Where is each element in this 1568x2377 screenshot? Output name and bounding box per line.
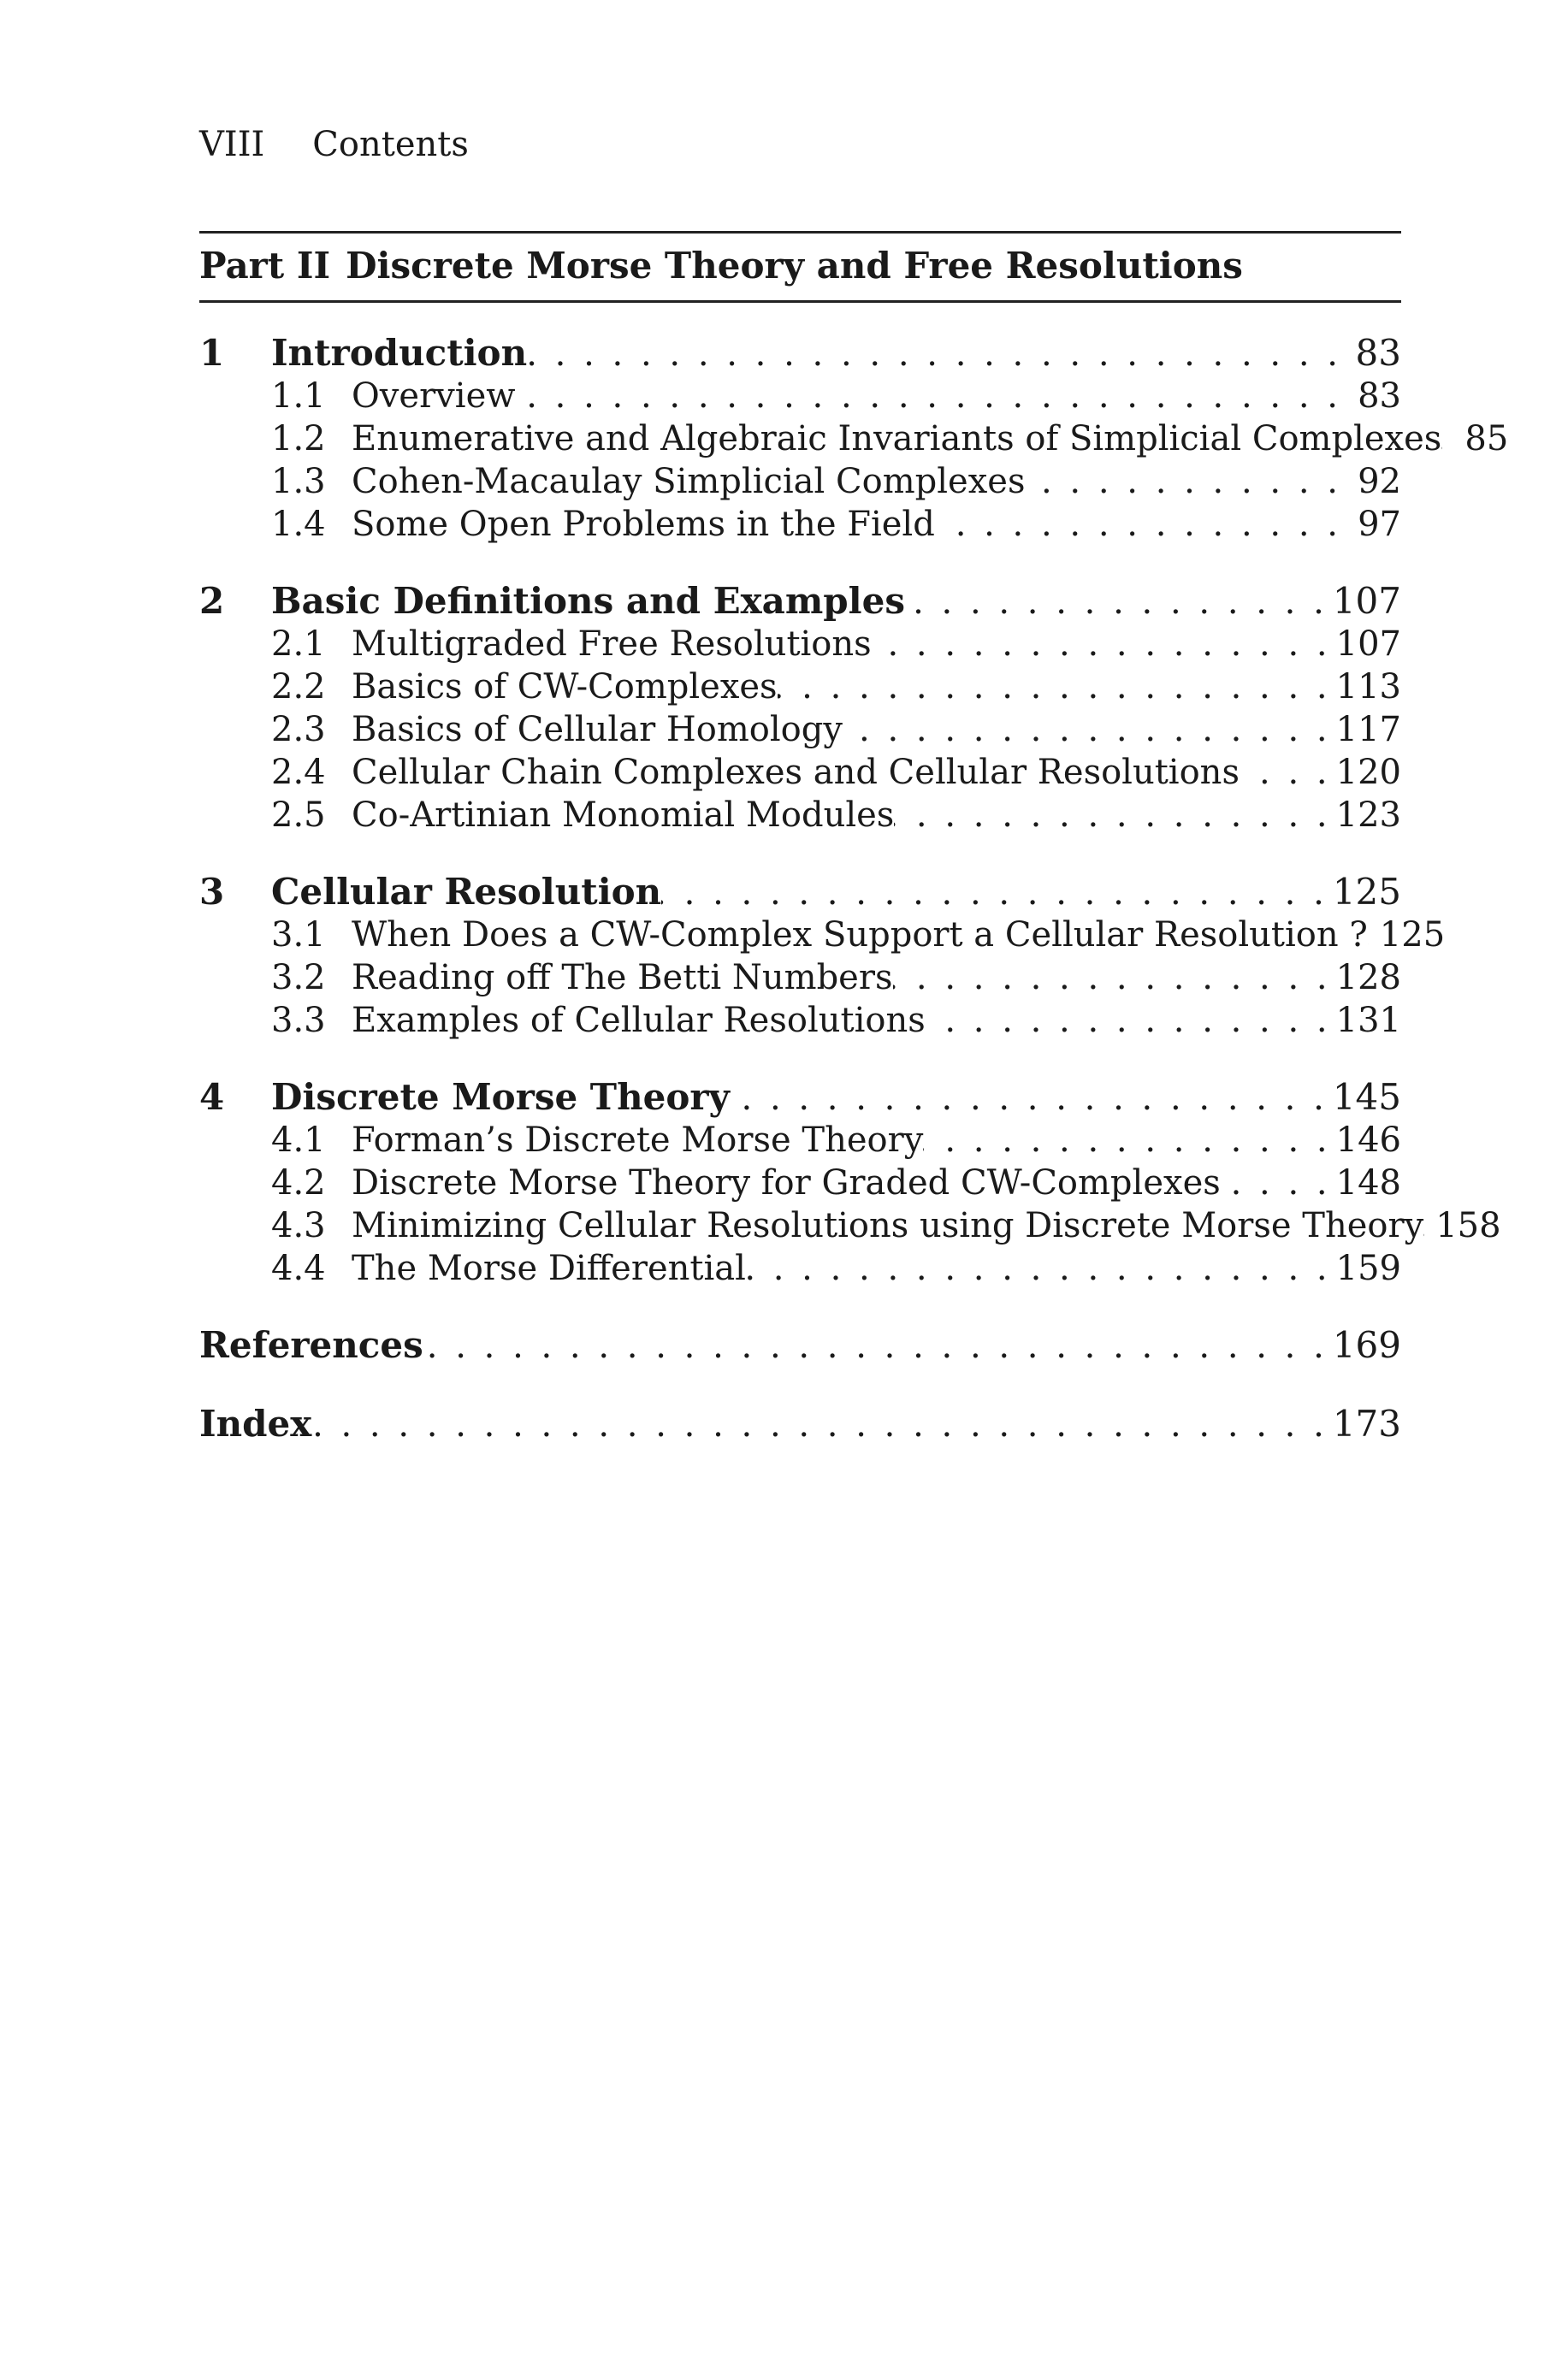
page-number: 113 bbox=[1335, 667, 1401, 707]
toc-entry-chapter[interactable] bbox=[199, 332, 1401, 375]
chapter-number: 3 bbox=[199, 871, 225, 913]
section-title: The Morse Differential bbox=[352, 1249, 746, 1288]
toc-entry-section[interactable] bbox=[199, 1247, 1401, 1290]
page-number: 169 bbox=[1332, 1324, 1401, 1366]
section-number: 2.3 bbox=[271, 710, 326, 749]
dot-leader bbox=[746, 1247, 1336, 1290]
chapter-3 bbox=[199, 871, 1446, 1042]
references-title: References bbox=[199, 1324, 423, 1366]
toc-entry-chapter[interactable] bbox=[199, 871, 1401, 914]
index-title: Index bbox=[199, 1403, 312, 1445]
page-number: 123 bbox=[1335, 795, 1401, 835]
chapter-2 bbox=[199, 580, 1401, 837]
toc-entry-chapter[interactable] bbox=[199, 1076, 1401, 1119]
page-number: 85 bbox=[1464, 419, 1509, 458]
dot-leader bbox=[893, 956, 1336, 999]
dot-leader bbox=[778, 665, 1336, 708]
dot-leader bbox=[1221, 1162, 1336, 1204]
chapter-number: 1 bbox=[199, 332, 225, 374]
toc-entry-section[interactable] bbox=[199, 417, 1509, 460]
section-number: 4.4 bbox=[271, 1249, 326, 1288]
section-number: 3.1 bbox=[271, 915, 326, 955]
part-heading bbox=[199, 245, 1243, 287]
section-title: Reading off The Betti Numbers bbox=[352, 958, 893, 997]
chapter-title: Cellular Resolution bbox=[271, 871, 662, 913]
section-title: When Does a CW-Complex Support a Cellular Resolution ? bbox=[352, 915, 1368, 955]
running-head bbox=[199, 125, 469, 164]
section-title: Forman’s Discrete Morse Theory bbox=[352, 1121, 924, 1160]
page-number: 146 bbox=[1335, 1121, 1401, 1160]
dot-leader bbox=[923, 1119, 1335, 1162]
section-number: 3.3 bbox=[271, 1001, 326, 1040]
chapter-4 bbox=[199, 1076, 1501, 1290]
page-number: 117 bbox=[1335, 710, 1401, 749]
section-number: 1.2 bbox=[271, 419, 326, 458]
page-number: 159 bbox=[1335, 1249, 1401, 1288]
page-number: 145 bbox=[1332, 1076, 1401, 1118]
dot-leader bbox=[661, 872, 1333, 914]
dot-leader bbox=[730, 1077, 1333, 1120]
section-title: Multigraded Free Resolutions bbox=[352, 624, 872, 664]
toc-entry-section[interactable] bbox=[199, 665, 1401, 708]
page-number: 158 bbox=[1435, 1206, 1501, 1245]
dot-leader bbox=[423, 1325, 1333, 1368]
toc-entry-section[interactable] bbox=[199, 460, 1401, 503]
part-label: Part II bbox=[199, 245, 331, 287]
section-number: 2.2 bbox=[271, 667, 326, 707]
page-number: 97 bbox=[1358, 505, 1401, 544]
toc-entry-section[interactable] bbox=[199, 1204, 1501, 1247]
dot-leader bbox=[926, 999, 1336, 1042]
section-title: Basics of Cellular Homology bbox=[352, 710, 843, 749]
dot-leader bbox=[905, 581, 1333, 624]
section-title: Some Open Problems in the Field bbox=[352, 505, 935, 544]
section-title: Minimizing Cellular Resolutions using Discrete Morse Theory bbox=[352, 1206, 1424, 1245]
dot-leader bbox=[1025, 460, 1346, 503]
dot-leader bbox=[311, 1404, 1333, 1446]
dot-leader bbox=[1240, 751, 1336, 794]
toc-entry-section[interactable] bbox=[199, 914, 1446, 956]
page-number: 92 bbox=[1358, 462, 1401, 501]
table-of-contents bbox=[199, 332, 1509, 1481]
section-title: Basics of CW-Complexes bbox=[352, 667, 778, 707]
page-number: 173 bbox=[1332, 1403, 1401, 1445]
page-number: 125 bbox=[1332, 871, 1401, 913]
toc-entry-section[interactable] bbox=[199, 956, 1401, 999]
dot-leader bbox=[1441, 417, 1453, 460]
section-title: Enumerative and Algebraic Invariants of Simplicial Complexes bbox=[352, 419, 1442, 458]
toc-entry-section[interactable] bbox=[199, 751, 1401, 794]
toc-entry-section[interactable] bbox=[199, 794, 1401, 837]
section-title: Examples of Cellular Resolutions bbox=[352, 1001, 926, 1040]
toc-entry-references[interactable] bbox=[199, 1324, 1401, 1367]
dot-leader bbox=[843, 708, 1336, 751]
section-number: 1.4 bbox=[271, 505, 326, 544]
part-rule-bottom bbox=[199, 300, 1401, 303]
section-title: Overview bbox=[352, 376, 516, 416]
dot-leader bbox=[1423, 1204, 1435, 1247]
chapter-title: Introduction bbox=[271, 332, 528, 374]
toc-entry-section[interactable] bbox=[199, 623, 1401, 665]
section-number: 2.1 bbox=[271, 624, 326, 664]
endmatter bbox=[199, 1324, 1401, 1446]
section-number: 2.5 bbox=[271, 795, 326, 835]
chapter-title: Basic Definitions and Examples bbox=[271, 580, 905, 622]
running-head-title: Contents bbox=[312, 125, 469, 164]
toc-entry-section[interactable] bbox=[199, 375, 1401, 417]
dot-leader bbox=[872, 623, 1336, 665]
page-number: 107 bbox=[1332, 580, 1401, 622]
part-title: Discrete Morse Theory and Free Resolutions bbox=[346, 245, 1243, 287]
section-title: Co-Artinian Monomial Modules bbox=[352, 795, 895, 835]
chapter-title: Discrete Morse Theory bbox=[271, 1076, 730, 1118]
toc-entry-section[interactable] bbox=[199, 999, 1401, 1042]
dot-leader bbox=[527, 333, 1346, 375]
chapter-number: 2 bbox=[199, 580, 225, 622]
part-rule-top bbox=[199, 231, 1401, 234]
dot-leader bbox=[935, 503, 1346, 546]
folio: VIII bbox=[199, 125, 265, 164]
page-number: 83 bbox=[1358, 376, 1401, 416]
page-number: 125 bbox=[1379, 915, 1446, 955]
page-number: 148 bbox=[1335, 1163, 1401, 1203]
section-number: 4.2 bbox=[271, 1163, 326, 1203]
chapter-1 bbox=[199, 332, 1509, 546]
toc-entry-section[interactable] bbox=[199, 1162, 1401, 1204]
section-number: 1.3 bbox=[271, 462, 326, 501]
section-title: Cohen-Macaulay Simplicial Complexes bbox=[352, 462, 1026, 501]
page-number: 107 bbox=[1335, 624, 1401, 664]
dot-leader bbox=[1368, 914, 1380, 956]
page-number: 83 bbox=[1355, 332, 1401, 374]
section-number: 2.4 bbox=[271, 753, 326, 792]
section-title: Cellular Chain Complexes and Cellular Resolutions bbox=[352, 753, 1240, 792]
toc-entry-index[interactable] bbox=[199, 1403, 1401, 1446]
page-number: 120 bbox=[1335, 753, 1401, 792]
section-title: Discrete Morse Theory for Graded CW-Complexes bbox=[352, 1163, 1221, 1203]
page-number: 128 bbox=[1335, 958, 1401, 997]
chapter-number: 4 bbox=[199, 1076, 225, 1118]
section-number: 3.2 bbox=[271, 958, 326, 997]
toc-entry-section[interactable] bbox=[199, 708, 1401, 751]
section-number: 4.1 bbox=[271, 1121, 326, 1160]
toc-entry-chapter[interactable] bbox=[199, 580, 1401, 623]
section-number: 4.3 bbox=[271, 1206, 326, 1245]
page-number: 131 bbox=[1335, 1001, 1401, 1040]
section-number: 1.1 bbox=[271, 376, 326, 416]
toc-entry-section[interactable] bbox=[199, 1119, 1401, 1162]
toc-entry-section[interactable] bbox=[199, 503, 1401, 546]
dot-leader bbox=[894, 794, 1335, 837]
dot-leader bbox=[515, 375, 1346, 417]
